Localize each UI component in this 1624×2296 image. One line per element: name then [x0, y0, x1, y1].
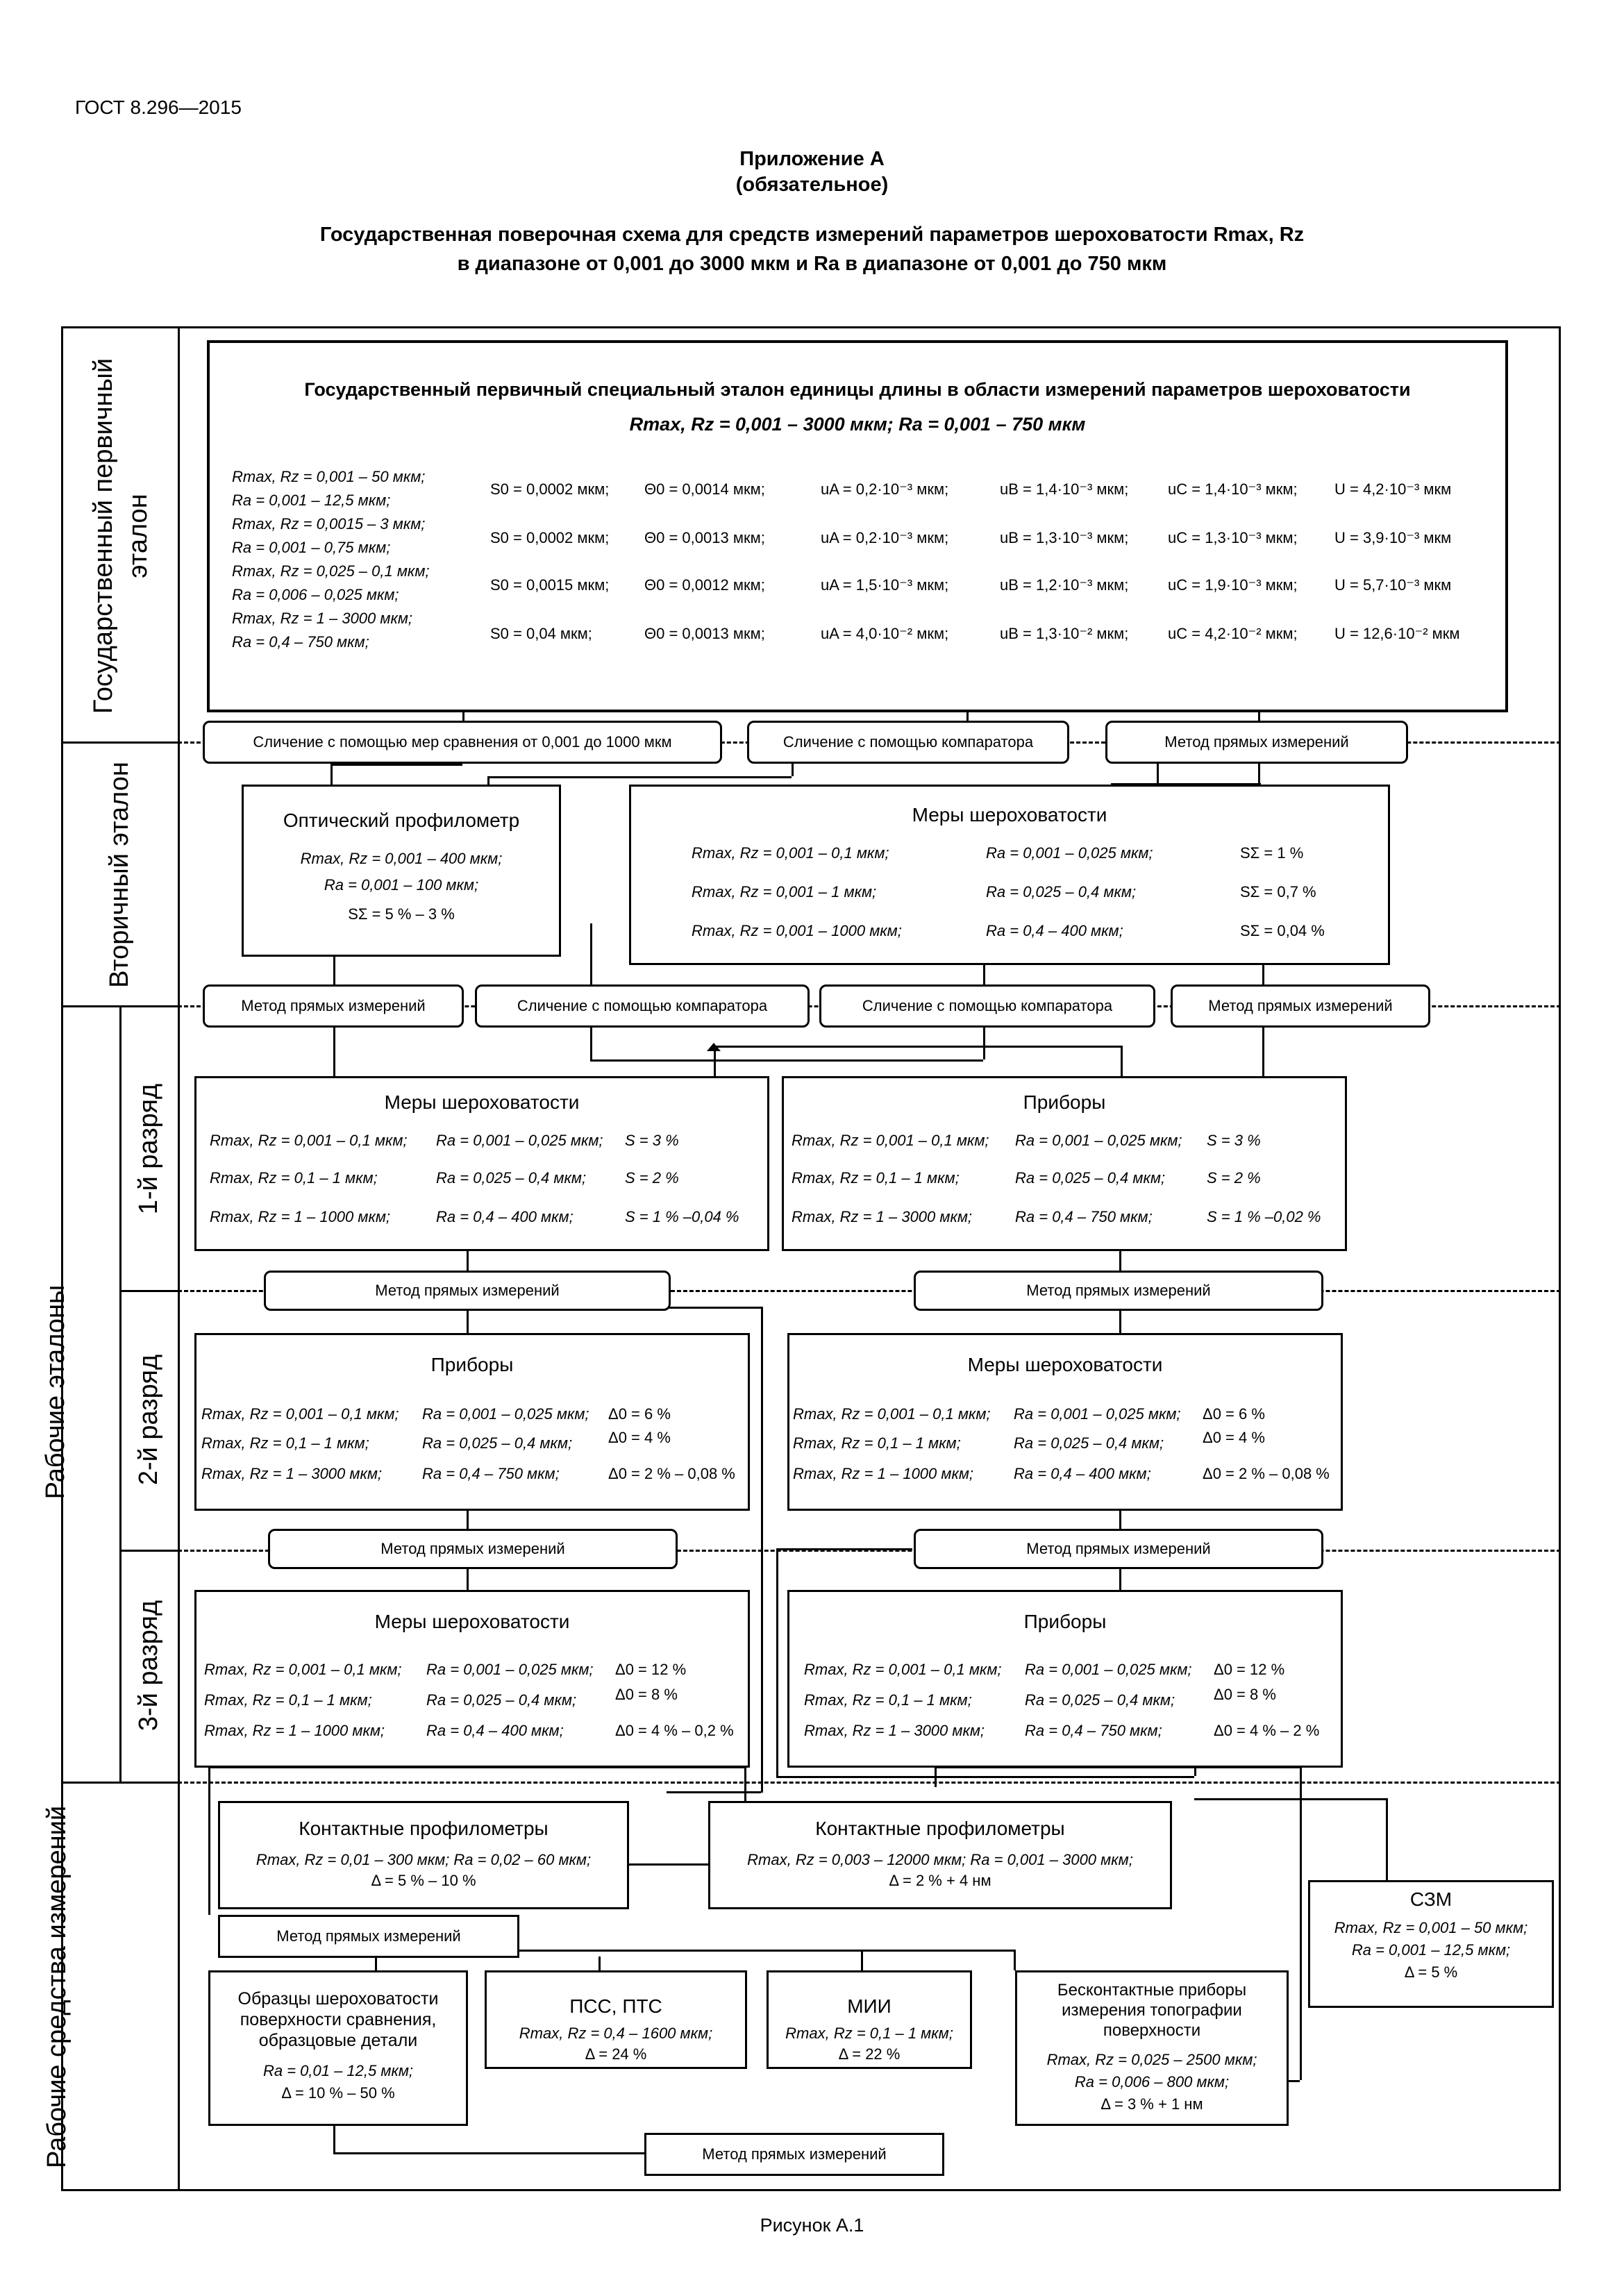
- rank2-instruments-param: Δ0 = 2 % – 0,08 %: [608, 1465, 735, 1482]
- rank2-measures-param: Δ0 = 2 % – 0,08 %: [1203, 1465, 1330, 1482]
- rank-column-divider: [119, 1005, 122, 1782]
- connector: [333, 1026, 335, 1076]
- row-label-primary: Государственный первичный эталон: [89, 358, 153, 714]
- rank2-instruments-param: Ra = 0,001 – 0,025 мкм;: [422, 1405, 589, 1423]
- rank3-instruments-param: Ra = 0,4 – 750 мкм;: [1025, 1722, 1162, 1739]
- connector: [1258, 764, 1260, 785]
- method-direct-measurement: Метод прямых измерений: [218, 1915, 519, 1958]
- rank3-instruments-param: Δ0 = 4 % – 2 %: [1214, 1722, 1320, 1739]
- connector: [333, 2152, 644, 2154]
- pss-pts-param: Δ = 24 %: [585, 2045, 647, 2063]
- method-direct-measurement: Метод прямых измерений: [268, 1529, 678, 1569]
- connector: [776, 1776, 1194, 1778]
- primary-param: uC = 4,2·10⁻² мкм;: [1168, 625, 1298, 642]
- rank1-instruments-param: Rmax, Rz = 1 – 3000 мкм;: [792, 1208, 973, 1225]
- primary-param: uB = 1,3·10⁻³ мкм;: [1000, 529, 1129, 546]
- rank3-instruments-title: Приборы: [1023, 1611, 1107, 1632]
- connector: [1119, 1568, 1121, 1590]
- contact-profilometers-param: Rmax, Rz = 0,01 – 300 мкм; Ra = 0,02 – 60 мкм;: [256, 1851, 592, 1868]
- szm-param: Rmax, Rz = 0,001 – 50 мкм;: [1334, 1919, 1528, 1936]
- rank3-measures-title: Меры шероховатости: [374, 1611, 570, 1632]
- rank1-measures-param: Ra = 0,025 – 0,4 мкм;: [436, 1169, 587, 1187]
- connector: [1262, 1026, 1264, 1076]
- optical-profilometer-param: Rmax, Rz = 0,001 – 400 мкм;: [300, 850, 503, 867]
- primary-range: Rmax, Rz = 0,001 – 50 мкм;: [232, 468, 426, 485]
- secondary-measures-param: SΣ = 0,7 %: [1240, 883, 1316, 900]
- primary-param: U = 12,6·10⁻² мкм: [1334, 625, 1460, 642]
- row-sep-rank12-label: [119, 1290, 178, 1292]
- connector: [333, 955, 335, 984]
- method-direct-measurement: Метод прямых измерений: [914, 1529, 1323, 1569]
- row-label-instruments: Рабочие средства измерений: [42, 1805, 72, 2168]
- method-direct-measurement: Метод прямых измерений: [1105, 721, 1408, 764]
- connector: [1157, 764, 1159, 785]
- primary-param: S0 = 0,0002 мкм;: [490, 480, 610, 498]
- rank1-measures-param: Rmax, Rz = 0,1 – 1 мкм;: [210, 1169, 378, 1187]
- rank1-instruments-param: Rmax, Rz = 0,001 – 0,1 мкм;: [792, 1132, 989, 1149]
- rank3-instruments-param: Ra = 0,025 – 0,4 мкм;: [1025, 1691, 1175, 1709]
- primary-param: S0 = 0,04 мкм;: [490, 625, 592, 642]
- optical-profilometer-param: SΣ = 5 % – 3 %: [348, 905, 455, 923]
- mii-title: МИИ: [847, 1995, 891, 2017]
- primary-param: Θ0 = 0,0013 мкм;: [644, 529, 765, 546]
- connector: [983, 1026, 985, 1059]
- rank3-measures-param: Ra = 0,025 – 0,4 мкм;: [426, 1691, 577, 1709]
- secondary-measures-param: Rmax, Rz = 0,001 – 0,1 мкм;: [692, 844, 889, 862]
- connector: [861, 1950, 863, 1970]
- rank2-instruments-param: Rmax, Rz = 1 – 3000 мкм;: [201, 1465, 383, 1482]
- connector: [983, 964, 985, 984]
- rank2-measures-param: Rmax, Rz = 0,1 – 1 мкм;: [793, 1434, 961, 1452]
- connector: [1119, 1309, 1121, 1334]
- szm-param: Δ = 5 %: [1404, 1963, 1458, 1981]
- mii-param: Rmax, Rz = 0,1 – 1 мкм;: [785, 2025, 953, 2042]
- method-direct-measurement: Метод прямых измерений: [203, 984, 464, 1028]
- rank1-instruments-title: Приборы: [1023, 1091, 1106, 1113]
- contact-profilometers-param: Rmax, Rz = 0,003 – 12000 мкм; Ra = 0,001 – 3000 мкм;: [747, 1851, 1133, 1868]
- primary-param: S0 = 0,0015 мкм;: [490, 576, 610, 594]
- connector: [935, 1766, 937, 1787]
- junction-arrow-icon: [707, 1043, 721, 1051]
- connector: [714, 1046, 1121, 1048]
- rank1-instruments-param: Rmax, Rz = 0,1 – 1 мкм;: [792, 1169, 960, 1187]
- primary-range: Rmax, Rz = 0,0015 – 3 мкм;: [232, 515, 426, 533]
- rank3-instruments-param: Rmax, Rz = 0,1 – 1 мкм;: [804, 1691, 972, 1709]
- rank3-measures-param: Rmax, Rz = 0,1 – 1 мкм;: [204, 1691, 372, 1709]
- rank1-instruments-param: Ra = 0,001 – 0,025 мкм;: [1015, 1132, 1182, 1149]
- scheme-title-line2: в диапазоне от 0,001 до 3000 мкм и Ra в диапазоне от 0,001 до 750 мкм: [457, 253, 1167, 275]
- rank3-measures-param: Ra = 0,4 – 400 мкм;: [426, 1722, 564, 1739]
- secondary-measures-param: Ra = 0,4 – 400 мкм;: [986, 922, 1123, 939]
- primary-range: Ra = 0,006 – 0,025 мкм;: [232, 586, 399, 603]
- primary-param: U = 5,7·10⁻³ мкм: [1334, 576, 1452, 594]
- rank1-instruments-param: Ra = 0,025 – 0,4 мкм;: [1015, 1169, 1166, 1187]
- rank1-instruments-param: S = 2 %: [1207, 1169, 1261, 1187]
- connector: [330, 764, 462, 766]
- primary-standard-subtitle: Rmax, Rz = 0,001 – 3000 мкм; Ra = 0,001 – 750 мкм: [629, 414, 1086, 435]
- rank3-measures-param: Ra = 0,001 – 0,025 мкм;: [426, 1661, 594, 1678]
- noncontact-instruments-param: Δ = 3 % + 1 нм: [1100, 2095, 1203, 2113]
- primary-param: uA = 0,2·10⁻³ мкм;: [821, 480, 949, 498]
- connector: [1386, 1798, 1388, 1880]
- method-direct-measurement: Метод прямых измерений: [644, 2133, 944, 2176]
- noncontact-instruments-param: Ra = 0,006 – 800 мкм;: [1074, 2073, 1230, 2090]
- rank2-instruments-param: Rmax, Rz = 0,001 – 0,1 мкм;: [201, 1405, 399, 1423]
- rank2-instruments-param: Δ0 = 6 %: [608, 1405, 671, 1423]
- connector: [467, 1309, 469, 1334]
- rank3-measures-param: Rmax, Rz = 0,001 – 0,1 мкм;: [204, 1661, 402, 1678]
- connector: [467, 1568, 469, 1590]
- rank3-measures-param: Rmax, Rz = 1 – 1000 мкм;: [204, 1722, 385, 1739]
- connector: [590, 1026, 592, 1059]
- secondary-measures-title: Меры шероховатости: [912, 804, 1107, 826]
- primary-param: uB = 1,3·10⁻² мкм;: [1000, 625, 1129, 642]
- connector: [667, 1307, 761, 1309]
- connector: [487, 776, 792, 778]
- connector: [1262, 964, 1264, 984]
- contact-profilometers-param: Δ = 2 % + 4 нм: [889, 1872, 991, 1889]
- row-sep-3: [178, 1782, 1561, 1784]
- primary-param: uA = 0,2·10⁻³ мкм;: [821, 529, 949, 546]
- rank1-instruments-param: Ra = 0,4 – 750 мкм;: [1015, 1208, 1153, 1225]
- noncontact-instruments-param: Rmax, Rz = 0,025 – 2500 мкм;: [1046, 2051, 1257, 2068]
- noncontact-instruments-title: Бесконтактные приборы измерения топографии поверхности: [1057, 1981, 1247, 2040]
- rank2-measures-param: Ra = 0,001 – 0,025 мкм;: [1014, 1405, 1181, 1423]
- connector: [590, 1059, 983, 1062]
- figure-caption: Рисунок А.1: [760, 2215, 864, 2236]
- primary-range: Ra = 0,001 – 12,5 мкм;: [232, 492, 391, 509]
- rank2-instruments-param: Ra = 0,4 – 750 мкм;: [422, 1465, 560, 1482]
- label-column-divider: [178, 326, 180, 2191]
- connector: [590, 923, 592, 984]
- method-direct-measurement: Метод прямых измерений: [1171, 984, 1430, 1028]
- primary-param: uB = 1,2·10⁻³ мкм;: [1000, 576, 1129, 594]
- connector: [667, 1791, 761, 1793]
- rank2-instruments-param: Ra = 0,025 – 0,4 мкм;: [422, 1434, 573, 1452]
- rank1-measures-param: S = 2 %: [625, 1169, 679, 1187]
- connector: [776, 1548, 912, 1550]
- primary-param: Θ0 = 0,0014 мкм;: [644, 480, 765, 498]
- optical-profilometer-title: Оптический профилометр: [283, 810, 520, 831]
- row-sep-rank23-label: [119, 1550, 178, 1552]
- rank1-measures-param: S = 3 %: [625, 1132, 679, 1149]
- rank1-measures-param: Ra = 0,4 – 400 мкм;: [436, 1208, 574, 1225]
- connector: [776, 1548, 778, 1777]
- primary-range: Rmax, Rz = 0,025 – 0,1 мкм;: [232, 562, 430, 580]
- rank2-instruments-title: Приборы: [430, 1354, 514, 1375]
- primary-param: Θ0 = 0,0013 мкм;: [644, 625, 765, 642]
- rank3-instruments-param: Δ0 = 12 %: [1214, 1661, 1285, 1678]
- primary-standard-title: Государственный первичный специальный эталон единицы длины в области измерений параметров шероховатости: [304, 379, 1411, 400]
- szm-param: Ra = 0,001 – 12,5 мкм;: [1351, 1941, 1511, 1959]
- connector: [1121, 1046, 1123, 1076]
- appendix-title: Приложение А: [739, 148, 885, 170]
- connector: [208, 1766, 210, 1915]
- rank1-measures-param: S = 1 % –0,04 %: [625, 1208, 739, 1225]
- primary-param: uC = 1,4·10⁻³ мкм;: [1168, 480, 1298, 498]
- primary-param: uA = 4,0·10⁻² мкм;: [821, 625, 949, 642]
- rank2-measures-param: Δ0 = 4 %: [1203, 1429, 1265, 1446]
- connector: [333, 2125, 335, 2152]
- method-direct-measurement: Метод прямых измерений: [264, 1271, 671, 1311]
- rank2-instruments-param: Δ0 = 4 %: [608, 1429, 671, 1446]
- contact-profilometers-title: Контактные профилометры: [815, 1818, 1065, 1839]
- connector: [375, 1956, 377, 1970]
- appendix-note: (обязательное): [735, 174, 889, 196]
- connector: [1300, 1766, 1302, 2080]
- connector: [1014, 1950, 1016, 1970]
- row-label-secondary: Вторичный эталон: [105, 762, 134, 988]
- row-label-rank2: 2-й разряд: [134, 1354, 163, 1486]
- primary-range: Rmax, Rz = 1 – 3000 мкм;: [232, 610, 413, 627]
- mii-param: Δ = 22 %: [838, 2045, 901, 2063]
- secondary-measures-param: SΣ = 0,04 %: [1240, 922, 1325, 939]
- method-comparison-measures: Сличение с помощью мер сравнения от 0,001 до 1000 мкм: [203, 721, 722, 764]
- primary-param: uC = 1,9·10⁻³ мкм;: [1168, 576, 1298, 594]
- connector: [792, 764, 794, 776]
- rank3-measures-param: Δ0 = 4 % – 0,2 %: [615, 1722, 734, 1739]
- secondary-measures-param: SΣ = 1 %: [1240, 844, 1304, 862]
- primary-range: Ra = 0,001 – 0,75 мкм;: [232, 539, 391, 556]
- secondary-measures-param: Rmax, Rz = 0,001 – 1000 мкм;: [692, 922, 902, 939]
- rank2-measures-title: Меры шероховатости: [967, 1354, 1163, 1375]
- szm-title: СЗМ: [1409, 1888, 1453, 1910]
- secondary-measures-param: Ra = 0,001 – 0,025 мкм;: [986, 844, 1153, 862]
- connector: [330, 764, 333, 786]
- primary-param: uA = 1,5·10⁻³ мкм;: [821, 576, 949, 594]
- doc-id: ГОСТ 8.296—2015: [75, 97, 242, 118]
- rank1-instruments-param: S = 3 %: [1207, 1132, 1261, 1149]
- rank1-measures-param: Rmax, Rz = 1 – 1000 мкм;: [210, 1208, 391, 1225]
- primary-param: Θ0 = 0,0012 мкм;: [644, 576, 765, 594]
- primary-param: S0 = 0,0002 мкм;: [490, 529, 610, 546]
- row-label-working: Рабочие эталоны: [41, 1284, 70, 1500]
- primary-param: U = 3,9·10⁻³ мкм: [1334, 529, 1452, 546]
- rank3-instruments-param: Ra = 0,001 – 0,025 мкм;: [1025, 1661, 1192, 1678]
- pss-pts-title: ПСС, ПТС: [569, 1995, 662, 2017]
- rank2-measures-param: Rmax, Rz = 1 – 1000 мкм;: [793, 1465, 974, 1482]
- row-sep-3-label: [61, 1782, 178, 1784]
- contact-profilometers-param: Δ = 5 % – 10 %: [371, 1872, 476, 1889]
- rank1-measures-param: Ra = 0,001 – 0,025 мкм;: [436, 1132, 603, 1149]
- rank2-instruments-param: Rmax, Rz = 0,1 – 1 мкм;: [201, 1434, 369, 1452]
- rank2-measures-param: Δ0 = 6 %: [1203, 1405, 1265, 1423]
- method-comparator: Сличение с помощью компаратора: [475, 984, 810, 1028]
- rank2-measures-param: Ra = 0,4 – 400 мкм;: [1014, 1465, 1151, 1482]
- rank3-instruments-param: Rmax, Rz = 1 – 3000 мкм;: [804, 1722, 985, 1739]
- primary-param: U = 4,2·10⁻³ мкм: [1334, 480, 1452, 498]
- rank3-measures-param: Δ0 = 8 %: [615, 1686, 678, 1703]
- roughness-samples-title: Образцы шероховатости поверхности сравнения, образцовые детали: [237, 1989, 439, 2050]
- rank3-instruments-param: Rmax, Rz = 0,001 – 0,1 мкм;: [804, 1661, 1002, 1678]
- rank1-measures-param: Rmax, Rz = 0,001 – 0,1 мкм;: [210, 1132, 408, 1149]
- contact-profilometers-title: Контактные профилометры: [299, 1818, 549, 1839]
- row-label-rank1: 1-й разряд: [134, 1083, 163, 1215]
- rank3-measures-param: Δ0 = 12 %: [615, 1661, 687, 1678]
- primary-param: uB = 1,4·10⁻³ мкм;: [1000, 480, 1129, 498]
- rank1-measures-title: Меры шероховатости: [384, 1091, 580, 1113]
- connector: [1194, 1798, 1386, 1800]
- connector: [1119, 1250, 1121, 1272]
- connector: [761, 1307, 763, 1793]
- method-comparator: Сличение с помощью компаратора: [747, 721, 1069, 764]
- scheme-title-line1: Государственная поверочная схема для средств измерений параметров шероховатости Rmax, Rz: [319, 224, 1305, 246]
- optical-profilometer-param: Ra = 0,001 – 100 мкм;: [324, 876, 479, 894]
- row-label-rank3: 3-й разряд: [134, 1600, 163, 1732]
- roughness-samples-param: Ra = 0,01 – 12,5 мкм;: [262, 2062, 414, 2079]
- connector: [467, 1250, 469, 1272]
- primary-range: Ra = 0,4 – 750 мкм;: [232, 633, 369, 651]
- rank3-instruments-param: Δ0 = 8 %: [1214, 1686, 1276, 1703]
- method-direct-measurement: Метод прямых измерений: [914, 1271, 1323, 1311]
- rank1-instruments-param: S = 1 % –0,02 %: [1207, 1208, 1321, 1225]
- primary-param: uC = 1,3·10⁻³ мкм;: [1168, 529, 1298, 546]
- secondary-measures-param: Ra = 0,025 – 0,4 мкм;: [986, 883, 1137, 900]
- connector: [598, 1956, 601, 1970]
- rank2-measures-param: Ra = 0,025 – 0,4 мкм;: [1014, 1434, 1164, 1452]
- method-comparator: Сличение с помощью компаратора: [819, 984, 1155, 1028]
- roughness-samples-param: Δ = 10 % – 50 %: [281, 2084, 395, 2102]
- pss-pts-param: Rmax, Rz = 0,4 – 1600 мкм;: [519, 2025, 713, 2042]
- rank2-measures-param: Rmax, Rz = 0,001 – 0,1 мкм;: [793, 1405, 991, 1423]
- secondary-measures-param: Rmax, Rz = 0,001 – 1 мкм;: [692, 883, 877, 900]
